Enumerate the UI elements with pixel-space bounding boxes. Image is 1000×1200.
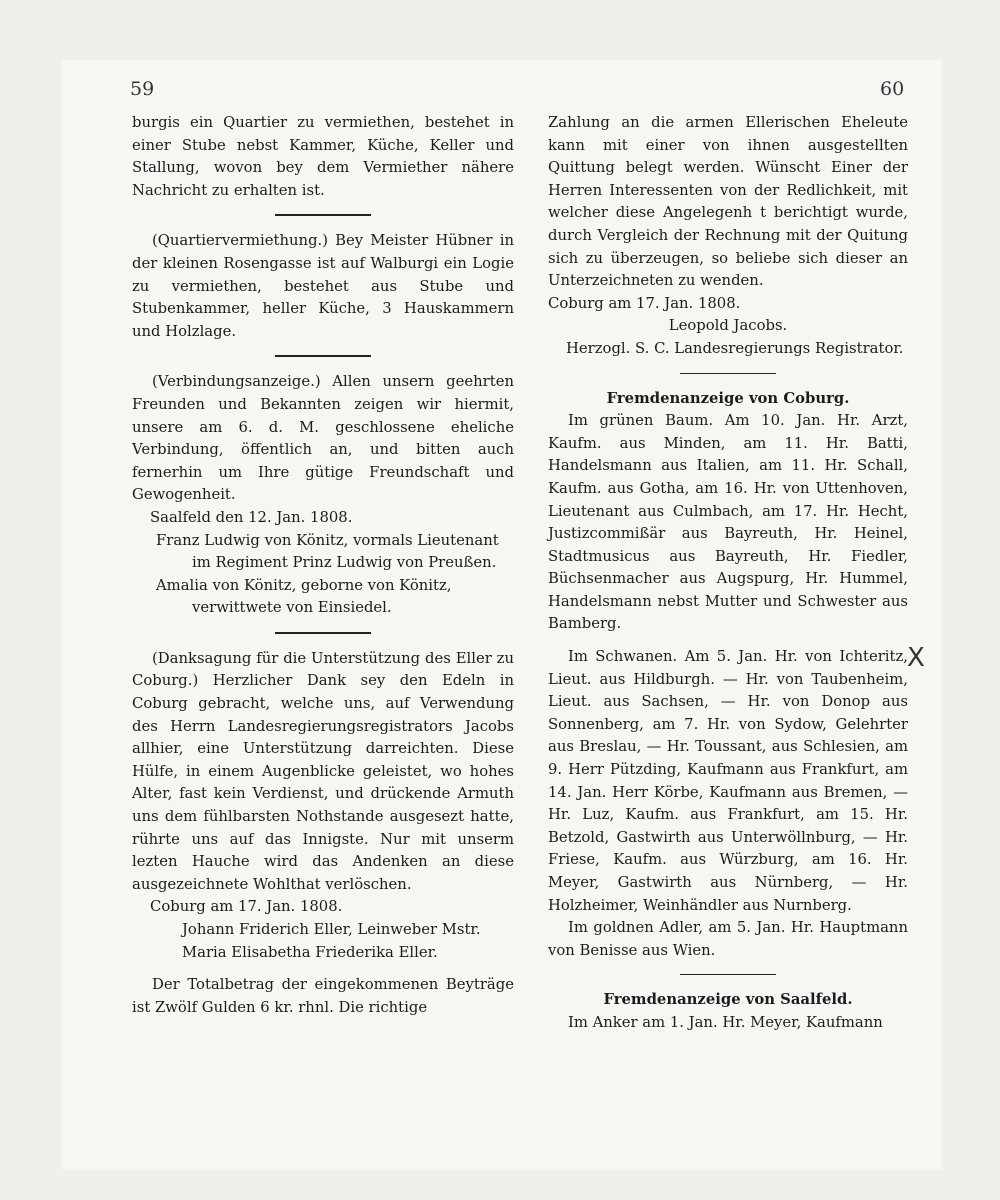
visitors-anker: Im Anker am 1. Jan. Hr. Meyer, Kaufmann bbox=[568, 1013, 883, 1031]
heading-visitors-coburg: Fremdenanzeige von Coburg. bbox=[606, 389, 850, 407]
page-number-right: 60 bbox=[880, 78, 905, 100]
notice-thanks-eller: (Danksagung für die Unterstützung des Eller zu Coburg.) Herzlicher Dank sey den Edeln in Coburg gebracht, welche uns, auf Verwendung des Herrn Landesregierungsregistrators Jacobs allhier, eine Unterstützung darreichten. Diese Hülfe, in einem Augenblicke geleistet, wo hohes Alter, fast kein Verdienst, und drückende Armuth uns dem fühlbarsten Nothstande ausgesezt hatte, rührte uns auf das Innigste. Nur mit unserm lezten Hauche wird das Andenken an diese ausgezeichnete Wohlthat verlöschen. bbox=[132, 649, 514, 893]
payment-continuation: Zahlung an die armen Ellerischen Eheleute kann mit einer von ihnen ausgestellten Quittung belegt werden. Wünscht Einer der Herren Interessenten von der Redlichkeit, mit welcher diese Angelegenh t berichtigt wurde, durch Vergleich der Rechnung mit der Quitung sich zu überzeugen, so beliebe sich dieser an Unterzeichneten zu wenden. bbox=[548, 114, 908, 290]
thanks-total-note: Der Totalbetrag der eingekommenen Beyträge ist Zwölf Gulden 6 kr. rhnl. Die richtige bbox=[132, 976, 514, 1016]
notice-marriage-announcement: (Verbindungsanzeige.) Allen unsern geehrten Freunden und Bekannten zeigen wir hiermit, unsere am 6. d. M. geschlossene eheliche Verbindung, öffentlich an, und bitten auch fernerhin um Ihre gütige Freundschaft und Gewogenheit. bbox=[132, 373, 514, 504]
marriage-signature-groom: Franz Ludwig von Könitz, vormals Lieutenant im Regiment Prinz Ludwig von Preußen. bbox=[156, 531, 499, 572]
handwritten-x-mark: X bbox=[907, 643, 925, 673]
marriage-place-date: Saalfeld den 12. Jan. 1808. bbox=[150, 508, 353, 526]
notice-apartment-continued: burgis ein Quartier zu vermiethen, bestehet in einer Stube nebst Kammer, Küche, Keller und Stallung, wovon bey dem Vermiether nähere Nachricht zu erhalten ist. bbox=[132, 114, 514, 199]
registrar-signature-name: Leopold Jacobs. bbox=[668, 317, 788, 335]
marriage-signature-bride: Amalia von Könitz, geborne von Könitz, verwittwete von Einsiedel. bbox=[156, 576, 452, 617]
registrar-signature-title: Herzogl. S. C. Landesregierungs Registrator. bbox=[566, 339, 904, 357]
registrar-place-date: Coburg am 17. Jan. 1808. bbox=[548, 294, 741, 312]
thanks-place-date: Coburg am 17. Jan. 1808. bbox=[150, 898, 343, 916]
separator-rule bbox=[680, 974, 776, 975]
visitors-goldner-adler: Im goldnen Adler, am 5. Jan. Hr. Hauptmann von Benisse aus Wien. bbox=[548, 919, 908, 959]
thanks-signature-husband: Johann Friderich Eller, Leinweber Mstr. bbox=[182, 921, 481, 938]
right-column bbox=[548, 112, 908, 1035]
page-number-left: 59 bbox=[130, 78, 155, 100]
separator-rule bbox=[275, 214, 371, 216]
separator-rule bbox=[275, 632, 371, 634]
visitors-schwanen: Im Schwanen. Am 5. Jan. Hr. von Ichteritz, Lieut. aus Hildburgh. — Hr. von Taubenheim, Lieut. aus Sachsen, — Hr. von Donop aus Sonnenberg, am 7. Hr. von Sydow, Gelehrter aus Breslau, — Hr. Toussant, aus Schlesien, am 9. Herr Pützding, Kaufmann aus Frankfurt, am 14. Jan. Herr Körbe, Kaufmann aus Bremen, — Hr. Luz, Kaufm. aus Frankfurt, am 15. Hr. Betzold, Gastwirth aus Unterwöllnburg, — Hr. Friese, Kaufm. aus Würzburg, am 16. Hr. Meyer, Gastwirth aus Nürnberg, — Hr. Holzheimer, Weinhändler aus Nurnberg. bbox=[548, 648, 908, 914]
separator-rule bbox=[275, 355, 371, 357]
left-column bbox=[132, 112, 514, 1019]
notice-apartment-rental: (Quartiervermiethung.) Bey Meister Hübner in der kleinen Rosengasse ist auf Walburgi ein Logie zu vermiethen, bestehet aus Stube und Stubenkammer, heller Küche, 3 Hauskammern und Holzlage. bbox=[132, 232, 514, 340]
heading-visitors-saalfeld: Fremdenanzeige von Saalfeld. bbox=[603, 991, 853, 1009]
separator-rule bbox=[680, 373, 776, 374]
visitors-gruener-baum: Im grünen Baum. Am 10. Jan. Hr. Arzt, Kaufm. aus Minden, am 11. Hr. Batti, Handelsmann aus Italien, am 11. Hr. Schall, Kaufm. aus Gotha, am 16. Hr. von Uttenhoven, Lieutenant aus Culmbach, am 17. Hr. Hecht, Justizcommißär aus Bayreuth, Hr. Heinel, Stadtmusicus aus Bayreuth, Hr. Fiedler, Büchsenmacher aus Augspurg, Hr. Hummel, Handelsmann nebst Mutter und Schwester aus Bamberg. bbox=[548, 412, 908, 633]
thanks-signature-wife: Maria Elisabetha Friederika Eller. bbox=[182, 943, 438, 961]
